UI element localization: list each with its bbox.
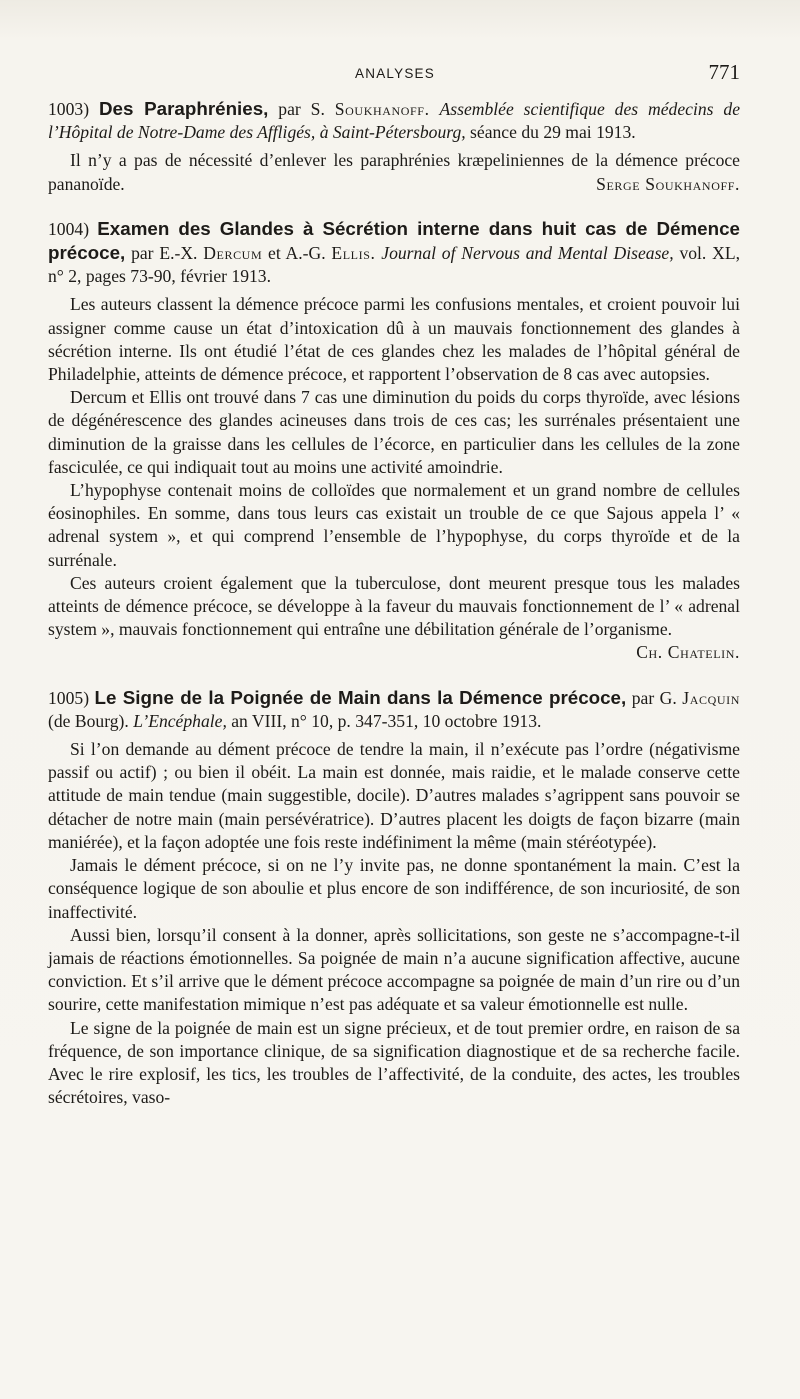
page-header	[50, 60, 740, 88]
entry-title: Examen des Glandes à Sécrétion interne dans huit cas de Démence précoce,	[48, 217, 740, 264]
entry-paragraph: Aussi bien, lorsqu’il consent à la donner, après sollicitations, son geste ne s’accompagne-t-il jamais de réactions émotionnelles. Sa poignée de main n’a aucune signification affective, aucune conviction. Et s’il arrive que le dément précoce accompagne sa poignée de main d’un rire ou d’un sourire, cette manifestation mimique n’est pas adéquate et sa valeur émotionnelle est nulle.	[48, 924, 740, 1015]
entry-by: par G.	[631, 687, 677, 708]
entry-1003	[48, 97, 740, 196]
entry-title: Le Signe de la Poignée de Main dans la Démence précoce,	[94, 686, 627, 708]
entry-1005	[48, 686, 740, 1110]
entry-heading	[48, 97, 740, 144]
entry-paragraph: Jamais le dément précoce, si on ne l’y invite pas, ne donne spontanément la main. C’est la conséquence logique de son aboulie et plus encore de son indifférence, de son incuriosité, de son inaffectivité.	[48, 855, 740, 922]
entry-citation: Journal of Nervous and Mental Disease,	[381, 243, 674, 264]
entry-author-origin: (de Bourg).	[48, 710, 129, 731]
entry-paragraph	[48, 572, 740, 665]
entry-author: Dercum	[203, 243, 263, 264]
entry-heading	[48, 686, 740, 733]
entry-title: Des Paraphrénies,	[98, 98, 269, 119]
entry-author: Soukhanoff.	[334, 99, 430, 119]
entry-number: 1004)	[48, 218, 90, 239]
entry-signature: Serge Soukhanoff.	[596, 173, 740, 194]
entry-paragraph: Si l’on demande au dément précoce de tendre la main, il n’exécute pas l’ordre (négativisme passif ou actif) ; ou bien il obéit. La main est donnée, mais raidie, et le malade conserve cette attitude de main tendue (main suggestible, docile). D’autres malades s’agrippent sans pouvoir se détacher de notre main (main persévératrice). D’autres placent les doigts de façon bizarre (main maniérée), et la façon adoptée une fois reste indéfiniment la même (main stéréotypée).	[48, 739, 740, 852]
entry-author: Jacquin	[682, 687, 740, 708]
entry-citation-details: séance du 29 mai 1913.	[470, 122, 636, 143]
entry-citation: L’Encéphale,	[133, 710, 227, 731]
entry-by: par S.	[278, 99, 325, 119]
entry-citation-details: an VIII, n° 10, p. 347-351, 10 octobre 1913.	[231, 710, 542, 731]
entry-citation-details: vol. XL, n° 2, pages 73-90, février 1913.	[48, 243, 740, 287]
page-body	[48, 97, 740, 1109]
entry-heading	[48, 217, 740, 289]
entry-number: 1005)	[48, 687, 90, 708]
entry-signature: Ch. Chatelin.	[636, 642, 740, 663]
entry-1004	[48, 217, 740, 665]
entry-paragraph	[48, 149, 740, 195]
entry-author-2: Ellis.	[331, 243, 376, 264]
entry-citation: Assemblée scientifique des médecins de l’Hôpital de Notre-Dame des Affligés, à Saint-Pétersbourg,	[48, 99, 741, 143]
entry-and: et A.-G.	[268, 243, 326, 264]
entry-paragraph: Dercum et Ellis ont trouvé dans 7 cas une diminution du poids du corps thyroïde, avec lésions de dégénérescence des glandes acineuses dans trois de ces cas; les surrénales présentaient une diminution de la graisse dans les cellules de l’écorce, en particulier dans les cellules de la zone fasciculée, ce qui indiquait tout au moins une activité amoindrie.	[48, 387, 740, 477]
entry-by: par E.-X.	[131, 243, 198, 264]
entry-paragraph: L’hypophyse contenait moins de colloïdes que normalement et un grand nombre de cellules éosinophiles. En somme, dans tous leurs cas existait un trouble de ce que Sajous appela l’ « adrenal system », et qui comprend l’ensemble de l’hypophyse, du corps thyroïde et de la surrénale.	[48, 480, 740, 570]
running-title: ANALYSES	[355, 66, 435, 81]
page-number: 771	[708, 60, 740, 84]
entry-number: 1003)	[48, 99, 90, 119]
paragraph-text: Il n’y a pas de nécessité d’enlever les paraphrénies kræpeliniennes de la démence précoce pananoïde.	[48, 150, 740, 194]
entry-paragraph: Les auteurs classent la démence précoce parmi les confusions mentales, et croient pouvoir lui assigner comme cause un état d’intoxication dû à un mauvais fonctionnement des glandes à sécrétion interne. Ils ont étudié l’état de ces glandes chez les malades de l’hôpital général de Philadelphie, atteints de démence précoce, et rapportent l’observation de 8 cas avec autopsies.	[48, 294, 740, 385]
entry-paragraph: Le signe de la poignée de main est un signe précieux, et de tout premier ordre, en raison de sa fréquence, de son importance clinique, de sa signification diagnostique et de sa recherche facile. Avec le rire explosif, les tics, les troubles de l’affectivité, de la conduite, des actes, les troubles sécrétoires, vaso-	[48, 1017, 740, 1108]
paragraph-text: Ces auteurs croient également que la tuberculose, dont meurent presque tous les malades atteints de démence précoce, se développe à la faveur du mauvais fonctionnement de l’ « adrenal system », mauvais fonctionnement qui entraîne une débilitation générale de l’organisme.	[48, 572, 740, 640]
